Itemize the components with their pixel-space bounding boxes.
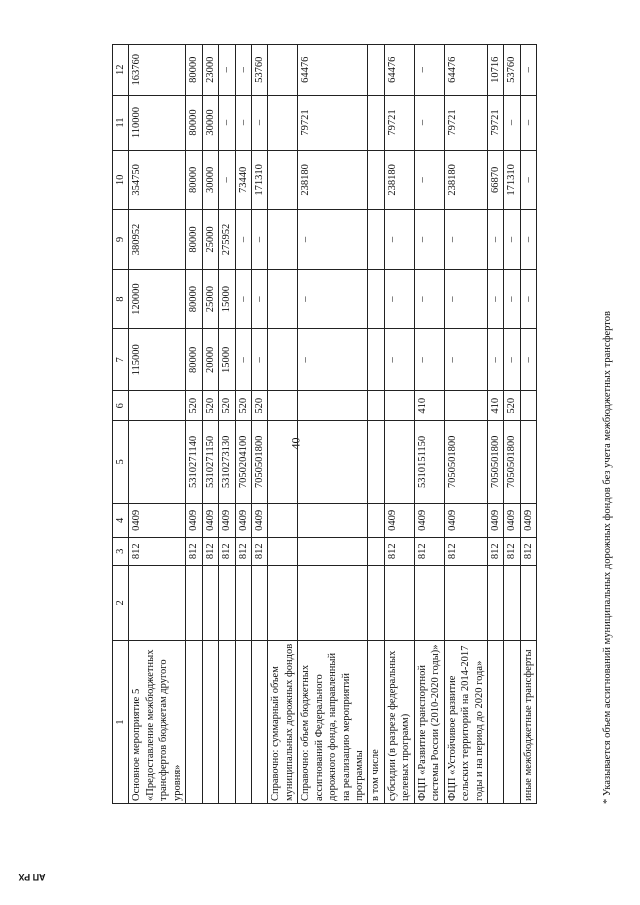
table-cell: – xyxy=(414,95,444,150)
table-cell: 812 xyxy=(414,538,444,566)
table-cell: 0409 xyxy=(251,503,267,537)
table-cell xyxy=(129,565,186,641)
table-cell: 410 xyxy=(487,391,503,421)
table-cell: иные межбюджетные трансферты xyxy=(520,641,536,804)
table-cell xyxy=(268,45,298,96)
table-cell xyxy=(504,565,520,641)
table-cell: 812 xyxy=(186,538,202,566)
table-cell: 5310273130 xyxy=(219,421,235,504)
table-cell: – xyxy=(298,210,368,270)
table-cell xyxy=(487,565,503,641)
table-cell: 520 xyxy=(235,391,251,421)
table-cell: Справочно: суммарный объем муниципальных дорожных фондов xyxy=(268,641,298,804)
header-row xyxy=(113,45,129,804)
table-cell: 171310 xyxy=(504,150,520,210)
table-cell: – xyxy=(444,329,487,391)
table-row xyxy=(444,45,487,804)
table-cell: – xyxy=(414,45,444,96)
table-cell: 64476 xyxy=(298,45,368,96)
table-cell: 73440 xyxy=(235,150,251,210)
table-row xyxy=(186,45,202,804)
table-cell: – xyxy=(520,210,536,270)
table-cell: – xyxy=(504,210,520,270)
table-cell: – xyxy=(414,150,444,210)
table-cell: 15000 xyxy=(219,329,235,391)
table-cell xyxy=(186,565,202,641)
table-cell: 520 xyxy=(186,391,202,421)
table-cell xyxy=(219,641,235,804)
column-header: 12 xyxy=(113,45,129,96)
table-cell: 66870 xyxy=(487,150,503,210)
table-cell: 15000 xyxy=(219,269,235,329)
table-cell: 812 xyxy=(384,538,414,566)
table-cell: 812 xyxy=(487,538,503,566)
table-cell xyxy=(268,269,298,329)
table-cell: – xyxy=(520,45,536,96)
table-row xyxy=(219,45,235,804)
table-cell: 812 xyxy=(235,538,251,566)
table-row xyxy=(504,45,520,804)
table-cell xyxy=(368,210,384,270)
table-cell: – xyxy=(219,45,235,96)
table-cell: – xyxy=(444,269,487,329)
table-cell: – xyxy=(520,150,536,210)
table-cell: 0409 xyxy=(186,503,202,537)
table-cell: – xyxy=(520,329,536,391)
table-cell: 812 xyxy=(251,538,267,566)
table-cell: 275952 xyxy=(219,210,235,270)
column-header: 5 xyxy=(113,421,129,504)
table-cell: – xyxy=(504,95,520,150)
table-cell: 79721 xyxy=(487,95,503,150)
table-cell: 80000 xyxy=(186,95,202,150)
table-cell: – xyxy=(444,210,487,270)
table-cell: 79721 xyxy=(384,95,414,150)
table-cell: 520 xyxy=(251,391,267,421)
column-header: 3 xyxy=(113,538,129,566)
table-cell: – xyxy=(251,95,267,150)
table-cell: 171310 xyxy=(251,150,267,210)
table-cell: 7050501800 xyxy=(504,421,520,504)
table-body xyxy=(129,45,537,804)
table-cell: – xyxy=(384,269,414,329)
column-header: 10 xyxy=(113,150,129,210)
table-row xyxy=(129,45,186,804)
table-cell: – xyxy=(251,269,267,329)
table-cell xyxy=(268,565,298,641)
table-cell xyxy=(298,421,368,504)
table-cell: Основное мероприятие 5 «Предоставление межбюджетных трансфертов бюджетам другого уровня» xyxy=(129,641,186,804)
table-cell: 238180 xyxy=(444,150,487,210)
table-cell: субсидии (в разрезе федеральных целевых программ) xyxy=(384,641,414,804)
table-row xyxy=(368,45,384,804)
table-cell xyxy=(235,641,251,804)
table-cell: 0409 xyxy=(520,503,536,537)
table-cell: – xyxy=(504,269,520,329)
table-cell: 812 xyxy=(202,538,218,566)
table-row xyxy=(520,45,536,804)
table-cell: 10716 xyxy=(487,45,503,96)
table-cell: – xyxy=(219,150,235,210)
table-cell: – xyxy=(219,95,235,150)
table-cell: 30000 xyxy=(202,95,218,150)
table-row xyxy=(235,45,251,804)
table-cell: 520 xyxy=(202,391,218,421)
table-row xyxy=(487,45,503,804)
table-cell: 80000 xyxy=(186,45,202,96)
table-cell xyxy=(384,421,414,504)
table-cell xyxy=(368,503,384,537)
table-row xyxy=(298,45,368,804)
column-header: 1 xyxy=(113,641,129,804)
table-cell: – xyxy=(251,210,267,270)
table-cell xyxy=(202,565,218,641)
table-cell xyxy=(368,45,384,96)
table-cell: 812 xyxy=(444,538,487,566)
column-header: 6 xyxy=(113,391,129,421)
table-cell xyxy=(298,391,368,421)
table-cell: 64476 xyxy=(384,45,414,96)
table-cell: 7050501800 xyxy=(251,421,267,504)
table-cell xyxy=(368,565,384,641)
table-cell: 0409 xyxy=(384,503,414,537)
table-cell: – xyxy=(384,329,414,391)
archive-stamp: АП РХ xyxy=(18,872,46,882)
table-cell xyxy=(251,565,267,641)
table-cell: ФЦП «Развитие транспортной системы России (2010-2020 годы)» xyxy=(414,641,444,804)
table-row xyxy=(384,45,414,804)
table-cell: – xyxy=(487,269,503,329)
table-cell: 7050501800 xyxy=(444,421,487,504)
table-cell xyxy=(520,565,536,641)
table-cell: 115000 xyxy=(129,329,186,391)
table-cell xyxy=(298,538,368,566)
table-cell xyxy=(368,538,384,566)
table-cell: – xyxy=(235,45,251,96)
table-cell xyxy=(268,538,298,566)
table-row xyxy=(251,45,267,804)
table-cell: Справочно: объем бюджетных ассигнований Федерального дорожного фонда, направленный на реализацию мероприятий программы xyxy=(298,641,368,804)
table-cell: – xyxy=(384,210,414,270)
table-cell xyxy=(368,421,384,504)
column-header: 4 xyxy=(113,503,129,537)
table-cell: – xyxy=(414,210,444,270)
table-cell xyxy=(444,391,487,421)
table-cell: 410 xyxy=(414,391,444,421)
table-cell: 812 xyxy=(129,538,186,566)
table-cell: 20000 xyxy=(202,329,218,391)
table-cell: 23000 xyxy=(202,45,218,96)
table-cell: ФЦП «Устойчивое развитие сельских территорий на 2014-2017 годы и на период до 2020 года» xyxy=(444,641,487,804)
table-cell: в том числе xyxy=(368,641,384,804)
table-cell xyxy=(186,641,202,804)
table-cell: 80000 xyxy=(186,329,202,391)
table-cell: 812 xyxy=(219,538,235,566)
table-cell: 53760 xyxy=(504,45,520,96)
column-header: 9 xyxy=(113,210,129,270)
table-cell xyxy=(268,329,298,391)
table-cell xyxy=(129,421,186,504)
table-cell xyxy=(384,565,414,641)
table-cell: 238180 xyxy=(384,150,414,210)
table-cell: – xyxy=(520,269,536,329)
table-cell: 0409 xyxy=(487,503,503,537)
table-cell: 53760 xyxy=(251,45,267,96)
table-cell: – xyxy=(298,329,368,391)
table-cell: 0409 xyxy=(129,503,186,537)
table-cell: – xyxy=(520,95,536,150)
table-cell: 64476 xyxy=(444,45,487,96)
table-cell: 520 xyxy=(219,391,235,421)
table-cell: 80000 xyxy=(186,269,202,329)
table-cell: – xyxy=(504,329,520,391)
footnote: * Указывается объем ассигнований муниципальных дорожных фондов без учета межбюджетных трансфертов xyxy=(602,311,613,804)
table-cell: 0409 xyxy=(444,503,487,537)
table-cell xyxy=(368,150,384,210)
table-cell xyxy=(251,641,267,804)
column-header: 11 xyxy=(113,95,129,150)
table-cell: 0409 xyxy=(219,503,235,537)
table-cell: – xyxy=(235,269,251,329)
table-cell xyxy=(368,95,384,150)
table-cell xyxy=(520,421,536,504)
table-row xyxy=(202,45,218,804)
table-cell xyxy=(368,391,384,421)
table-cell xyxy=(202,641,218,804)
table-cell xyxy=(298,565,368,641)
table-cell: 80000 xyxy=(186,210,202,270)
table-cell: 79721 xyxy=(298,95,368,150)
budget-table xyxy=(112,44,537,804)
table-cell: – xyxy=(487,329,503,391)
table-cell xyxy=(268,95,298,150)
rotated-table-area xyxy=(112,44,613,804)
table-cell: 0409 xyxy=(202,503,218,537)
table-cell xyxy=(268,391,298,421)
table-cell: 163760 xyxy=(129,45,186,96)
table-cell: 25000 xyxy=(202,269,218,329)
table-cell: 0409 xyxy=(414,503,444,537)
table-cell: 5310151150 xyxy=(414,421,444,504)
table-cell xyxy=(219,565,235,641)
table-cell: – xyxy=(414,329,444,391)
table-cell: – xyxy=(251,329,267,391)
table-cell xyxy=(268,210,298,270)
table-cell: 7050204100 xyxy=(235,421,251,504)
table-cell: 80000 xyxy=(186,150,202,210)
table-cell: 812 xyxy=(520,538,536,566)
table-cell xyxy=(384,391,414,421)
table-cell xyxy=(520,391,536,421)
table-cell: 380952 xyxy=(129,210,186,270)
table-row xyxy=(414,45,444,804)
page-number: 40 xyxy=(288,437,303,450)
table-cell: 812 xyxy=(504,538,520,566)
table-cell: 238180 xyxy=(298,150,368,210)
table-cell: 520 xyxy=(504,391,520,421)
table-cell xyxy=(487,641,503,804)
table-cell: 7050501800 xyxy=(487,421,503,504)
table-cell xyxy=(268,503,298,537)
column-header: 2 xyxy=(113,565,129,641)
table-cell: – xyxy=(414,269,444,329)
table-cell xyxy=(235,565,251,641)
table-cell: – xyxy=(235,210,251,270)
table-cell xyxy=(268,421,298,504)
table-cell: 30000 xyxy=(202,150,218,210)
table-cell xyxy=(129,391,186,421)
table-cell xyxy=(298,503,368,537)
table-cell: 25000 xyxy=(202,210,218,270)
table-cell xyxy=(444,565,487,641)
table-cell xyxy=(504,641,520,804)
table-cell: 354750 xyxy=(129,150,186,210)
table-cell xyxy=(368,329,384,391)
table-cell: 120000 xyxy=(129,269,186,329)
table-cell: 0409 xyxy=(504,503,520,537)
column-header: 7 xyxy=(113,329,129,391)
table-cell: – xyxy=(298,269,368,329)
table-cell xyxy=(414,565,444,641)
table-cell: – xyxy=(235,329,251,391)
table-cell: 110000 xyxy=(129,95,186,150)
table-wrapper xyxy=(112,44,613,804)
table-cell: – xyxy=(487,210,503,270)
table-cell: 5310271140 xyxy=(186,421,202,504)
table-row xyxy=(268,45,298,804)
table-cell xyxy=(368,269,384,329)
column-header: 8 xyxy=(113,269,129,329)
table-cell: 79721 xyxy=(444,95,487,150)
table-cell: 0409 xyxy=(235,503,251,537)
table-cell xyxy=(268,150,298,210)
table-cell: – xyxy=(235,95,251,150)
table-cell: 5310271150 xyxy=(202,421,218,504)
